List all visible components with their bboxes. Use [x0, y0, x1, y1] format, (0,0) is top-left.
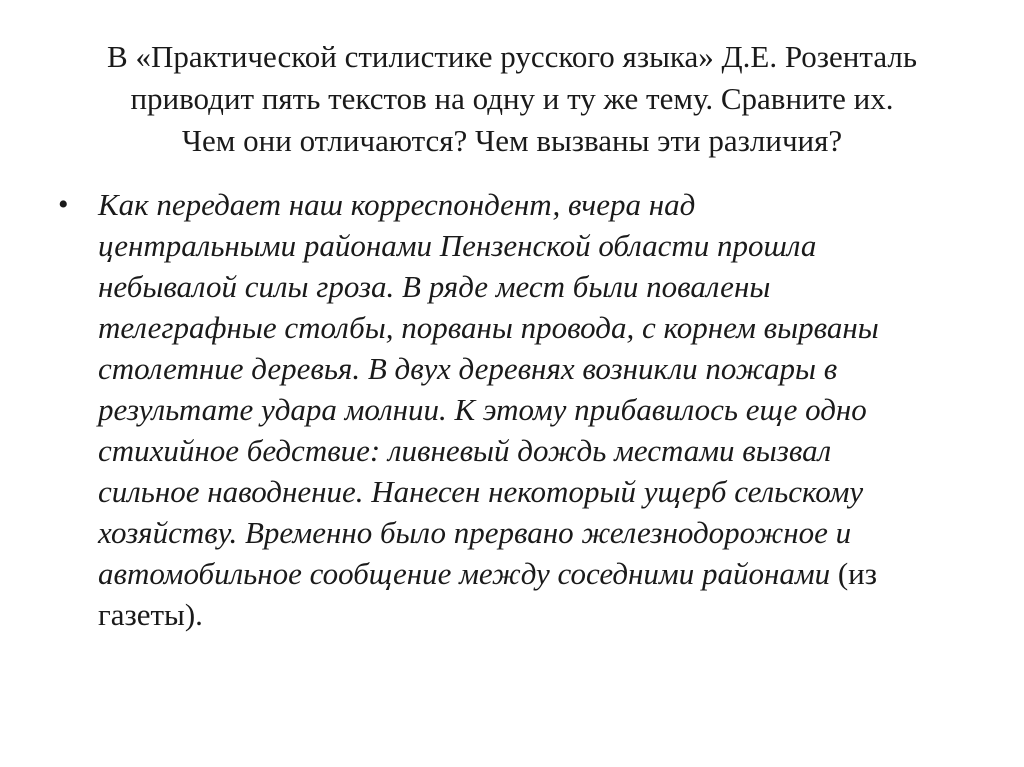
text-line: результате удара молнии. К этому прибавилось еще одно — [98, 392, 867, 427]
text-line: хозяйству. Временно было прервано железнодорожное и — [98, 515, 852, 550]
text-line: сильное наводнение. Нанесен некоторый ущерб сельскому — [98, 474, 864, 509]
text-line: стихийное бедствие: ливневый дождь местами вызвал — [98, 433, 832, 468]
bullet-marker: • — [58, 188, 69, 221]
slide-title — [40, 36, 984, 162]
text-line: небывалой силы гроза. В ряде мест были повалены — [98, 269, 771, 304]
title-line: Чем они отличаются? Чем вызваны эти различия? — [181, 123, 843, 158]
source-label-end: газеты). — [98, 597, 203, 632]
slide-body — [58, 184, 978, 635]
quoted-text — [98, 184, 978, 635]
bullet-item — [58, 184, 978, 635]
source-label: (из — [837, 556, 878, 591]
text-line-italic: автомобильное сообщение между соседними районами — [98, 556, 831, 591]
text-line — [98, 553, 978, 594]
text-line: Как передает наш корреспондент, вчера над — [98, 187, 696, 222]
title-line: приводит пять текстов на одну и ту же тему. Сравните их. — [130, 81, 894, 116]
text-line: центральными районами Пензенской области прошла — [98, 228, 817, 263]
title-line: В «Практической стилистике русского языка» Д.Е. Розенталь — [107, 39, 917, 74]
text-line: телеграфные столбы, порваны провода, с корнем вырваны — [98, 310, 879, 345]
text-line: столетние деревья. В двух деревнях возникли пожары в — [98, 351, 838, 386]
